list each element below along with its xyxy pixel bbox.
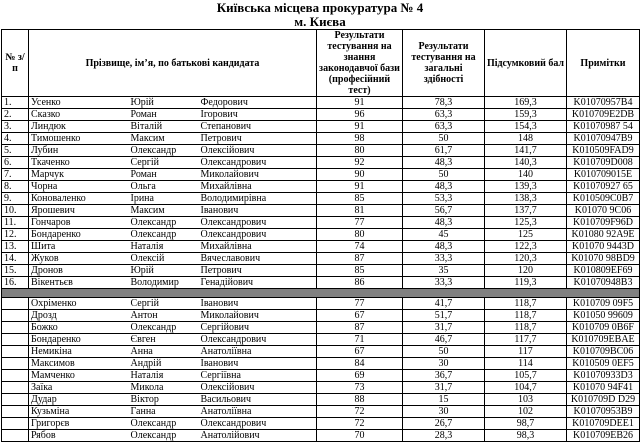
separator-cell	[2, 289, 640, 298]
general-test-score: 15	[403, 394, 485, 406]
patronymic: Сергійович	[199, 322, 317, 334]
total-score: 102	[485, 406, 567, 418]
first-name: Олександр	[129, 418, 199, 430]
last-name: Жуков	[29, 253, 129, 265]
note-code: K010709 09F5	[567, 298, 640, 310]
row-number: 16.	[2, 277, 29, 289]
first-name: Наталія	[129, 370, 199, 382]
last-name: Бондаренко	[29, 229, 129, 241]
first-name: Андрій	[129, 358, 199, 370]
total-score: 125,3	[485, 217, 567, 229]
first-name: Ірина	[129, 193, 199, 205]
last-name: Усенко	[29, 97, 129, 109]
general-test-score: 28,3	[403, 430, 485, 442]
row-number	[2, 334, 29, 346]
first-name: Олександр	[129, 217, 199, 229]
first-name: Максим	[129, 205, 199, 217]
results-table	[1, 29, 640, 442]
general-test-score: 63,3	[403, 121, 485, 133]
total-score: 139,3	[485, 181, 567, 193]
general-test-score: 41,7	[403, 298, 485, 310]
general-test-score: 48,3	[403, 157, 485, 169]
last-name: Дрозд	[29, 310, 129, 322]
first-name: Антон	[129, 310, 199, 322]
general-test-score: 48,3	[403, 217, 485, 229]
table-header-row	[2, 30, 640, 97]
total-score: 122,3	[485, 241, 567, 253]
patronymic: Олександрович	[199, 217, 317, 229]
total-score: 118,7	[485, 298, 567, 310]
note-code: K01070947B9	[567, 133, 640, 145]
note-code: K010709D008	[567, 157, 640, 169]
table-row	[2, 358, 640, 370]
patronymic: Сергіївна	[199, 370, 317, 382]
last-name: Мамченко	[29, 370, 129, 382]
law-test-score: 81	[317, 205, 403, 217]
row-number: 4.	[2, 133, 29, 145]
table-row	[2, 253, 640, 265]
row-number	[2, 418, 29, 430]
note-code: K010509C0B7	[567, 193, 640, 205]
last-name: Дудар	[29, 394, 129, 406]
general-test-score: 48,3	[403, 241, 485, 253]
total-score: 154,3	[485, 121, 567, 133]
table-row	[2, 310, 640, 322]
first-name: Олександр	[129, 322, 199, 334]
total-score: 119,3	[485, 277, 567, 289]
first-name: Микола	[129, 382, 199, 394]
row-number	[2, 394, 29, 406]
total-score: 118,7	[485, 322, 567, 334]
law-test-score: 70	[317, 430, 403, 442]
table-row	[2, 205, 640, 217]
row-number	[2, 298, 29, 310]
patronymic: Олександрович	[199, 229, 317, 241]
row-number	[2, 322, 29, 334]
patronymic: Іванович	[199, 205, 317, 217]
table-row	[2, 229, 640, 241]
first-name: Сергій	[129, 157, 199, 169]
header-total: Підсумковий бал	[485, 30, 567, 97]
table-row	[2, 394, 640, 406]
general-test-score: 46,7	[403, 334, 485, 346]
row-number	[2, 358, 29, 370]
patronymic: Олександрович	[199, 334, 317, 346]
table-row	[2, 133, 640, 145]
note-code: K010709D D29	[567, 394, 640, 406]
law-test-score: 77	[317, 217, 403, 229]
table-row	[2, 277, 640, 289]
table-row	[2, 121, 640, 133]
total-score: 117,7	[485, 334, 567, 346]
table-row	[2, 406, 640, 418]
note-code: K010709E2DB	[567, 109, 640, 121]
patronymic: Миколайович	[199, 169, 317, 181]
patronymic: Петрович	[199, 133, 317, 145]
row-number	[2, 382, 29, 394]
note-code: K01070987 54	[567, 121, 640, 133]
first-name: Ганна	[129, 406, 199, 418]
patronymic: Федорович	[199, 97, 317, 109]
first-name: Юрій	[129, 97, 199, 109]
first-name: Віталій	[129, 121, 199, 133]
total-score: 140	[485, 169, 567, 181]
table-row	[2, 181, 640, 193]
first-name: Ольга	[129, 181, 199, 193]
law-test-score: 88	[317, 394, 403, 406]
last-name: Чорна	[29, 181, 129, 193]
row-number: 8.	[2, 181, 29, 193]
general-test-score: 61,7	[403, 145, 485, 157]
law-test-score: 98	[317, 133, 403, 145]
law-test-score: 72	[317, 418, 403, 430]
general-test-score: 33,3	[403, 253, 485, 265]
row-number: 1.	[2, 97, 29, 109]
note-code: K01080 92A9E	[567, 229, 640, 241]
row-number: 12.	[2, 229, 29, 241]
total-score: 105,7	[485, 370, 567, 382]
note-code: K01070957B4	[567, 97, 640, 109]
table-row	[2, 298, 640, 310]
general-test-score: 78,3	[403, 97, 485, 109]
total-score: 140,3	[485, 157, 567, 169]
general-test-score: 56,7	[403, 205, 485, 217]
last-name: Коноваленко	[29, 193, 129, 205]
law-test-score: 91	[317, 97, 403, 109]
general-test-score: 30	[403, 358, 485, 370]
table-row	[2, 145, 640, 157]
patronymic: Іванович	[199, 298, 317, 310]
row-number	[2, 370, 29, 382]
total-score: 120	[485, 265, 567, 277]
last-name: Тимошенко	[29, 133, 129, 145]
first-name: Максим	[129, 133, 199, 145]
last-name: Марчук	[29, 169, 129, 181]
law-test-score: 87	[317, 322, 403, 334]
table-row	[2, 193, 640, 205]
last-name: Божко	[29, 322, 129, 334]
total-score: 98,7	[485, 418, 567, 430]
table-row	[2, 217, 640, 229]
last-name: Дронов	[29, 265, 129, 277]
note-code: K010709F96D	[567, 217, 640, 229]
last-name: Гончаров	[29, 217, 129, 229]
row-number	[2, 430, 29, 442]
total-score: 169,3	[485, 97, 567, 109]
patronymic: Ігорович	[199, 109, 317, 121]
law-test-score: 92	[317, 157, 403, 169]
table-row	[2, 430, 640, 442]
law-test-score: 67	[317, 310, 403, 322]
last-name: Немикіна	[29, 346, 129, 358]
table-row	[2, 109, 640, 121]
last-name: Ярошевич	[29, 205, 129, 217]
law-test-score: 67	[317, 346, 403, 358]
law-test-score: 74	[317, 241, 403, 253]
first-name: Олександр	[129, 430, 199, 442]
last-name: Кузьміна	[29, 406, 129, 418]
table-body	[2, 97, 640, 442]
note-code: K010709EBAE	[567, 334, 640, 346]
row-number: 11.	[2, 217, 29, 229]
general-test-score: 36,7	[403, 370, 485, 382]
note-code: K01070927 65	[567, 181, 640, 193]
patronymic: Олександрович	[199, 157, 317, 169]
last-name: Максимов	[29, 358, 129, 370]
table-row	[2, 97, 640, 109]
patronymic: Миколайович	[199, 310, 317, 322]
last-name: Охріменко	[29, 298, 129, 310]
patronymic: Анатолійович	[199, 430, 317, 442]
law-test-score: 91	[317, 181, 403, 193]
row-number: 14.	[2, 253, 29, 265]
patronymic: Олександрович	[199, 418, 317, 430]
patronymic: Володимирівна	[199, 193, 317, 205]
header-notes: Примітки	[567, 30, 640, 97]
last-name: Шита	[29, 241, 129, 253]
total-score: 138,3	[485, 193, 567, 205]
total-score: 137,7	[485, 205, 567, 217]
law-test-score: 77	[317, 298, 403, 310]
general-test-score: 51,7	[403, 310, 485, 322]
row-number	[2, 346, 29, 358]
patronymic: Васильович	[199, 394, 317, 406]
general-test-score: 53,3	[403, 193, 485, 205]
first-name: Євген	[129, 334, 199, 346]
first-name: Наталія	[129, 241, 199, 253]
header-number: № з/п	[2, 30, 29, 97]
last-name: Сказко	[29, 109, 129, 121]
note-code: K01070933D3	[567, 370, 640, 382]
total-score: 141,7	[485, 145, 567, 157]
table-row	[2, 241, 640, 253]
law-test-score: 80	[317, 145, 403, 157]
note-code: K010509FAD9	[567, 145, 640, 157]
row-number: 6.	[2, 157, 29, 169]
general-test-score: 33,3	[403, 277, 485, 289]
total-score: 125	[485, 229, 567, 241]
last-name: Ткаченко	[29, 157, 129, 169]
total-score: 98,3	[485, 430, 567, 442]
row-number: 10.	[2, 205, 29, 217]
general-test-score: 45	[403, 229, 485, 241]
row-number: 13.	[2, 241, 29, 253]
total-score: 118,7	[485, 310, 567, 322]
law-test-score: 85	[317, 265, 403, 277]
note-code: K010709015E	[567, 169, 640, 181]
note-code: K010809EF69	[567, 265, 640, 277]
header-general-test: Результати тестування на загальні здібності	[403, 30, 485, 97]
header-law-test: Результати тестування на знання законодавчої бази (професійний тест)	[317, 30, 403, 97]
total-score: 159,3	[485, 109, 567, 121]
document-subtitle: м. Києва	[294, 14, 346, 29]
note-code: K01070948B3	[567, 277, 640, 289]
row-number: 3.	[2, 121, 29, 133]
first-name: Юрій	[129, 265, 199, 277]
note-code: K01070 94F41	[567, 382, 640, 394]
first-name: Віктор	[129, 394, 199, 406]
note-code: K010509 0EF5	[567, 358, 640, 370]
first-name: Олександр	[129, 229, 199, 241]
table-row	[2, 382, 640, 394]
first-name: Володимир	[129, 277, 199, 289]
last-name: Лубин	[29, 145, 129, 157]
total-score: 114	[485, 358, 567, 370]
last-name: Вікентьєв	[29, 277, 129, 289]
last-name: Рябов	[29, 430, 129, 442]
general-test-score: 50	[403, 169, 485, 181]
patronymic: Іванович	[199, 358, 317, 370]
note-code: K01070 98BD9	[567, 253, 640, 265]
last-name: Линдюк	[29, 121, 129, 133]
total-score: 120,3	[485, 253, 567, 265]
patronymic: Вячеславович	[199, 253, 317, 265]
general-test-score: 50	[403, 133, 485, 145]
note-code: K010709 0B6F	[567, 322, 640, 334]
patronymic: Олексійович	[199, 382, 317, 394]
general-test-score: 31,7	[403, 382, 485, 394]
law-test-score: 90	[317, 169, 403, 181]
law-test-score: 69	[317, 370, 403, 382]
law-test-score: 85	[317, 193, 403, 205]
first-name: Сергій	[129, 298, 199, 310]
note-code: K01070 9C06	[567, 205, 640, 217]
row-number: 2.	[2, 109, 29, 121]
row-number: 9.	[2, 193, 29, 205]
note-code: K010709DEE1	[567, 418, 640, 430]
first-name: Роман	[129, 169, 199, 181]
row-number: 15.	[2, 265, 29, 277]
patronymic: Михайлівна	[199, 181, 317, 193]
law-test-score: 72	[317, 406, 403, 418]
total-score: 148	[485, 133, 567, 145]
patronymic: Олексійович	[199, 145, 317, 157]
law-test-score: 91	[317, 121, 403, 133]
last-name: Григорєв	[29, 418, 129, 430]
total-score: 117	[485, 346, 567, 358]
total-score: 104,7	[485, 382, 567, 394]
patronymic: Петрович	[199, 265, 317, 277]
total-score: 103	[485, 394, 567, 406]
general-test-score: 48,3	[403, 181, 485, 193]
law-test-score: 80	[317, 229, 403, 241]
first-name: Олексій	[129, 253, 199, 265]
document-title: Київська місцева прокуратура № 4	[216, 0, 424, 15]
note-code: K01070 9443D	[567, 241, 640, 253]
law-test-score: 84	[317, 358, 403, 370]
table-row	[2, 334, 640, 346]
law-test-score: 87	[317, 253, 403, 265]
row-number	[2, 310, 29, 322]
table-row	[2, 370, 640, 382]
row-number	[2, 406, 29, 418]
general-test-score: 35	[403, 265, 485, 277]
table-row	[2, 418, 640, 430]
table-row	[2, 265, 640, 277]
general-test-score: 63,3	[403, 109, 485, 121]
law-test-score: 96	[317, 109, 403, 121]
first-name: Анна	[129, 346, 199, 358]
note-code: K010709BC06	[567, 346, 640, 358]
general-test-score: 50	[403, 346, 485, 358]
first-name: Роман	[129, 109, 199, 121]
general-test-score: 30	[403, 406, 485, 418]
note-code: K010709EB26	[567, 430, 640, 442]
law-test-score: 86	[317, 277, 403, 289]
general-test-score: 31,7	[403, 322, 485, 334]
row-number: 5.	[2, 145, 29, 157]
patronymic: Степанович	[199, 121, 317, 133]
patronymic: Михайлівна	[199, 241, 317, 253]
header-name: Прізвище, ім’я, по батькові кандидата	[29, 30, 317, 97]
table-row	[2, 346, 640, 358]
law-test-score: 73	[317, 382, 403, 394]
note-code: K01050 99609	[567, 310, 640, 322]
row-number: 7.	[2, 169, 29, 181]
patronymic: Анатоліївна	[199, 406, 317, 418]
separator-row	[2, 289, 640, 298]
note-code: K01070953B9	[567, 406, 640, 418]
table-row	[2, 169, 640, 181]
table-row	[2, 157, 640, 169]
patronymic: Генадійович	[199, 277, 317, 289]
last-name: Заїка	[29, 382, 129, 394]
first-name: Олександр	[129, 145, 199, 157]
table-row	[2, 322, 640, 334]
law-test-score: 71	[317, 334, 403, 346]
patronymic: Анатоліївна	[199, 346, 317, 358]
last-name: Бондаренко	[29, 334, 129, 346]
general-test-score: 26,7	[403, 418, 485, 430]
